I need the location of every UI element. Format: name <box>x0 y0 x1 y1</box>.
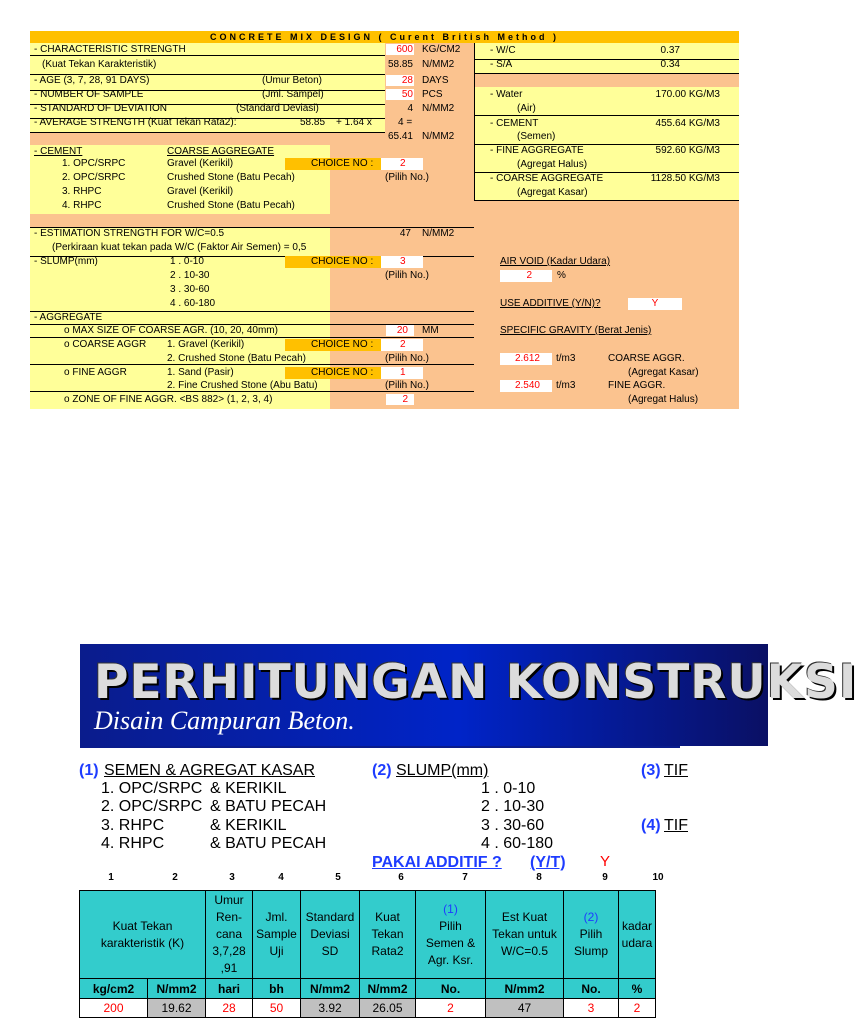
age-note: (Umur Beton) <box>262 75 323 86</box>
air-void-label: AIR VOID (Kadar Udara) <box>500 256 611 267</box>
value-cell-est-strength: 47 <box>486 999 564 1018</box>
header-text: Pilih Slump <box>573 927 608 958</box>
fine-aggr-pilih: (Pilih No.) <box>385 380 429 391</box>
water-sub: (Air) <box>517 103 536 114</box>
col-num-3: 3 <box>229 872 235 883</box>
value-cell-char-strength[interactable]: 200 <box>80 999 148 1018</box>
coarse-opt-1: Gravel (Kerikil) <box>167 158 234 169</box>
coarse-sg-input[interactable]: 2.612 <box>514 353 540 364</box>
col-num-5: 5 <box>335 872 341 883</box>
input-table <box>79 890 656 1018</box>
fine-aggr-choice-input[interactable]: 1 <box>400 367 406 378</box>
unit-cell: % <box>619 979 656 999</box>
header-text: Umur Ren- cana 3,7,28 ,91 <box>212 893 246 975</box>
header-cement-choice <box>416 891 486 979</box>
header-est-strength <box>486 891 564 979</box>
sec2-opt-1: 1 . 0-10 <box>481 780 536 797</box>
cement-result-label: - CEMENT <box>490 118 539 129</box>
cement-result-value: 455.64 KG/M3 <box>655 118 720 129</box>
value-cell-age[interactable]: 28 <box>206 999 253 1018</box>
coarse-opt-4: Crushed Stone (Batu Pecah) <box>167 200 295 211</box>
specific-gravity-label: SPECIFIC GRAVITY (Berat Jenis) <box>500 325 652 336</box>
sample-input[interactable]: 50 <box>401 89 413 100</box>
estimation-unit: N/MM2 <box>422 228 455 239</box>
age-label: - AGE (3, 7, 28, 91 DAYS) <box>34 75 150 86</box>
value-cell-avg-strength: 26.05 <box>360 999 416 1018</box>
header-std-dev <box>301 891 360 979</box>
sa-value: 0.34 <box>660 59 680 70</box>
header-banner <box>80 644 857 746</box>
fine-aggr-opt-1: 1. Sand (Pasir) <box>167 367 234 378</box>
value-cell-slump-choice[interactable]: 3 <box>564 999 619 1018</box>
sec1-opt-1-b: & KERIKIL <box>210 780 287 797</box>
header-avg-strength <box>360 891 416 979</box>
col-num-10: 10 <box>652 872 664 883</box>
slump-opt-4: 4 . 60-180 <box>170 298 216 309</box>
char-strength-value2: 58.85 <box>387 59 413 70</box>
unit-cell: N/mm2 <box>486 979 564 999</box>
sec1-opt-4-b: & BATU PECAH <box>210 835 327 852</box>
average-a: 58.85 <box>300 117 326 128</box>
unit-cell: N/mm2 <box>360 979 416 999</box>
unit-cell: N/mm2 <box>301 979 360 999</box>
additif-label: PAKAI ADDITIF ? <box>372 854 502 871</box>
col-num-1: 1 <box>108 872 114 883</box>
sec1-opt-3-a: 3. RHPC <box>101 817 165 834</box>
sec1-title: SEMEN & AGREGAT KASAR <box>104 762 316 779</box>
banner-subtitle: Disain Campuran Beton. <box>94 706 355 735</box>
sec3-title: TIF <box>664 762 688 779</box>
coarse-aggr-label: o COARSE AGGR <box>64 339 147 350</box>
fine-sg-unit: t/m3 <box>556 380 576 391</box>
water-value: 170.00 KG/M3 <box>655 89 720 100</box>
banner-title: PERHITUNGAN KONSTRUKSI <box>94 655 857 710</box>
sec1-opt-2-b: & BATU PECAH <box>210 798 327 815</box>
air-void-input[interactable]: 2 <box>526 270 532 281</box>
average-b: + 1.64 x <box>336 117 372 128</box>
water-label: - Water <box>490 89 523 100</box>
char-strength-sub: (Kuat Tekan Karakteristik) <box>42 59 157 70</box>
additif-yt: (Y/T) <box>530 854 566 871</box>
banner-underline <box>80 746 680 748</box>
estimation-label: - ESTIMATION STRENGTH FOR W/C=0.5 <box>34 228 225 239</box>
sec1-opt-1-a: 1. OPC/SRPC <box>101 780 203 797</box>
coarse-sg-unit: t/m3 <box>556 353 576 364</box>
slump-opt-1: 1 . 0-10 <box>170 256 204 267</box>
sec4-title: TIF <box>664 817 688 834</box>
cement-opt-3: 3. RHPC <box>62 186 102 197</box>
max-size-unit: MM <box>422 325 439 336</box>
deviation-unit: N/MM2 <box>422 103 455 114</box>
coarse-sg-sub: (Agregat Kasar) <box>628 367 699 378</box>
sec2-opt-3: 3 . 30-60 <box>481 817 545 834</box>
zone-label: o ZONE OF FINE AGGR. <BS 882> (1, 2, 3, 4) <box>64 394 273 405</box>
cement-opt-4: 4. RHPC <box>62 200 102 211</box>
fine-result-label: - FINE AGGREGATE <box>490 145 584 156</box>
coarse-result-label: - COARSE AGGREGATE <box>490 173 604 184</box>
sec1-num: (1) <box>79 762 99 779</box>
value-cell-char-strength-nmm2: 19.62 <box>148 999 206 1018</box>
additif-value[interactable]: Y <box>600 853 611 870</box>
estimation-sub: (Perkiraan kuat tekan pada W/C (Faktor Air Semen) = 0,5 <box>52 242 307 253</box>
value-cell-std-dev: 3.92 <box>301 999 360 1018</box>
fine-result-value: 592.60 KG/M3 <box>655 145 720 156</box>
sample-label: - NUMBER OF SAMPLE <box>34 89 144 100</box>
sec2-num: (2) <box>372 762 392 779</box>
header-text: Est Kuat Tekan untuk W/C=0.5 <box>492 910 557 958</box>
col-num-6: 6 <box>398 872 404 883</box>
char-strength-unit2: N/MM2 <box>422 59 455 70</box>
fine-sg-label: FINE AGGR. <box>608 380 666 391</box>
unit-cell: hari <box>206 979 253 999</box>
sec1-opt-2-a: 2. OPC/SRPC <box>101 798 203 815</box>
slump-choice-input[interactable]: 3 <box>400 256 406 267</box>
sec3-num: (3) <box>641 762 661 779</box>
fine-result-sub: (Agregat Halus) <box>517 159 588 170</box>
aggregate-label: - AGGREGATE <box>34 312 103 323</box>
coarse-result-value: 1128.50 KG/M3 <box>650 173 720 184</box>
value-cell-sample[interactable]: 50 <box>253 999 301 1018</box>
col-num-2: 2 <box>172 872 178 883</box>
unit-cell: N/mm2 <box>148 979 206 999</box>
slump-choice-label: CHOICE NO : <box>311 256 374 267</box>
header-air-content <box>619 891 656 979</box>
additive-label: USE ADDITIVE (Y/N)? <box>500 298 601 309</box>
cement-choice-label: CHOICE NO : <box>311 158 374 169</box>
col-num-7: 7 <box>462 872 468 883</box>
age-unit: DAYS <box>422 75 449 86</box>
coarse-aggr-opt-1: 1. Gravel (Kerikil) <box>167 339 245 350</box>
header-age <box>206 891 253 979</box>
max-size-input[interactable]: 20 <box>396 325 408 336</box>
sec2-title: SLUMP(mm) <box>396 762 489 779</box>
wc-value: 0.37 <box>660 45 680 56</box>
cement-choice-input[interactable]: 2 <box>400 158 406 169</box>
estimation-value: 47 <box>399 228 411 239</box>
coarse-aggregate-label: COARSE AGGREGATE <box>167 146 275 157</box>
cement-opt-1: 1. OPC/SRPC <box>62 158 126 169</box>
age-input[interactable]: 28 <box>401 75 413 86</box>
coarse-opt-3: Gravel (Kerikil) <box>167 186 234 197</box>
slump-pilih: (Pilih No.) <box>385 270 429 281</box>
cement-label: - CEMENT <box>34 146 83 157</box>
header-slump-choice <box>564 891 619 979</box>
cement-opt-2: 2. OPC/SRPC <box>62 172 126 183</box>
col-num-4: 4 <box>278 872 284 883</box>
header-text: Kuat Tekan karakteristik (K) <box>100 918 185 950</box>
average-unit: N/MM2 <box>422 131 455 142</box>
unit-cell: kg/cm2 <box>80 979 148 999</box>
sample-note: (Jml. Sampel) <box>262 89 324 100</box>
coarse-aggr-pilih: (Pilih No.) <box>385 353 429 364</box>
sheet-title: CONCRETE MIX DESIGN ( Curent British Method ) <box>30 31 739 43</box>
sec1-opt-3-b: & KERIKIL <box>210 817 287 834</box>
value-cell-air-content[interactable]: 2 <box>619 999 656 1018</box>
slump-label: - SLUMP(mm) <box>34 256 98 267</box>
cement-pilih: (Pilih No.) <box>385 172 429 183</box>
average-value: 65.41 <box>387 131 413 142</box>
fine-aggr-opt-2: 2. Fine Crushed Stone (Abu Batu) <box>167 380 318 391</box>
sec1-opt-4-a: 4. RHPC <box>101 835 165 852</box>
col-num-9: 9 <box>602 872 608 883</box>
cement-result-sub: (Semen) <box>517 131 556 142</box>
header-text: Standard Deviasi SD <box>305 910 355 958</box>
sample-unit: PCS <box>422 89 443 100</box>
sec2-opt-2: 2 . 10-30 <box>481 798 545 815</box>
fine-sg-sub: (Agregat Halus) <box>628 394 699 405</box>
coarse-aggr-opt-2: 2. Crushed Stone (Batu Pecah) <box>167 353 306 364</box>
header-text: Kuat Tekan Rata2 <box>371 910 404 958</box>
col-num-8: 8 <box>536 872 542 883</box>
fine-aggr-label: o FINE AGGR <box>64 367 127 378</box>
value-cell-cement-choice[interactable]: 2 <box>416 999 486 1018</box>
fine-aggr-choice-label: CHOICE NO : <box>311 367 374 378</box>
deviation-value: 4 <box>407 103 413 114</box>
header-text: Jml. Sample Uji <box>256 910 297 958</box>
additive-input[interactable]: Y <box>651 298 659 309</box>
coarse-aggr-choice-label: CHOICE NO : <box>311 339 374 350</box>
coarse-result-sub: (Agregat Kasar) <box>517 187 588 198</box>
zone-input[interactable]: 2 <box>402 394 408 405</box>
concrete-mix-design-sheet <box>30 31 739 409</box>
header-text: Pilih Semen & Agr. Ksr. <box>425 918 476 967</box>
char-strength-label: - CHARACTERISTIC STRENGTH <box>34 44 186 55</box>
header-mark-1: (1) <box>443 901 458 916</box>
sa-label: - S/A <box>490 59 513 70</box>
sec4-num: (4) <box>641 817 661 834</box>
coarse-opt-2: Crushed Stone (Batu Pecah) <box>167 172 295 183</box>
char-strength-input[interactable]: 600 <box>396 44 413 55</box>
average-label: - AVERAGE STRENGTH (Kuat Tekan Rata2): <box>34 117 237 128</box>
sec2-opt-4: 4 . 60-180 <box>481 835 554 852</box>
char-strength-unit: KG/CM2 <box>422 44 461 55</box>
coarse-sg-label: COARSE AGGR. <box>608 353 685 364</box>
header-char-strength <box>80 891 206 979</box>
wc-label: - W/C <box>490 45 516 56</box>
air-void-unit: % <box>557 270 566 281</box>
slump-opt-2: 2 . 10-30 <box>170 270 210 281</box>
deviation-note: (Standard Deviasi) <box>236 103 319 114</box>
coarse-aggr-choice-input[interactable]: 2 <box>400 339 406 350</box>
slump-opt-3: 3 . 30-60 <box>170 284 210 295</box>
unit-cell: No. <box>416 979 486 999</box>
header-text: kadar udara <box>621 918 653 950</box>
fine-sg-input[interactable]: 2.540 <box>514 380 540 391</box>
header-sample <box>253 891 301 979</box>
average-c: 4 = <box>398 117 413 128</box>
header-mark-2: (2) <box>583 910 599 924</box>
max-size-label: o MAX SIZE OF COARSE AGR. (10, 20, 40mm) <box>64 325 278 336</box>
deviation-label: - STANDARD OF DEVIATION <box>34 103 167 114</box>
unit-cell: bh <box>253 979 301 999</box>
unit-cell: No. <box>564 979 619 999</box>
